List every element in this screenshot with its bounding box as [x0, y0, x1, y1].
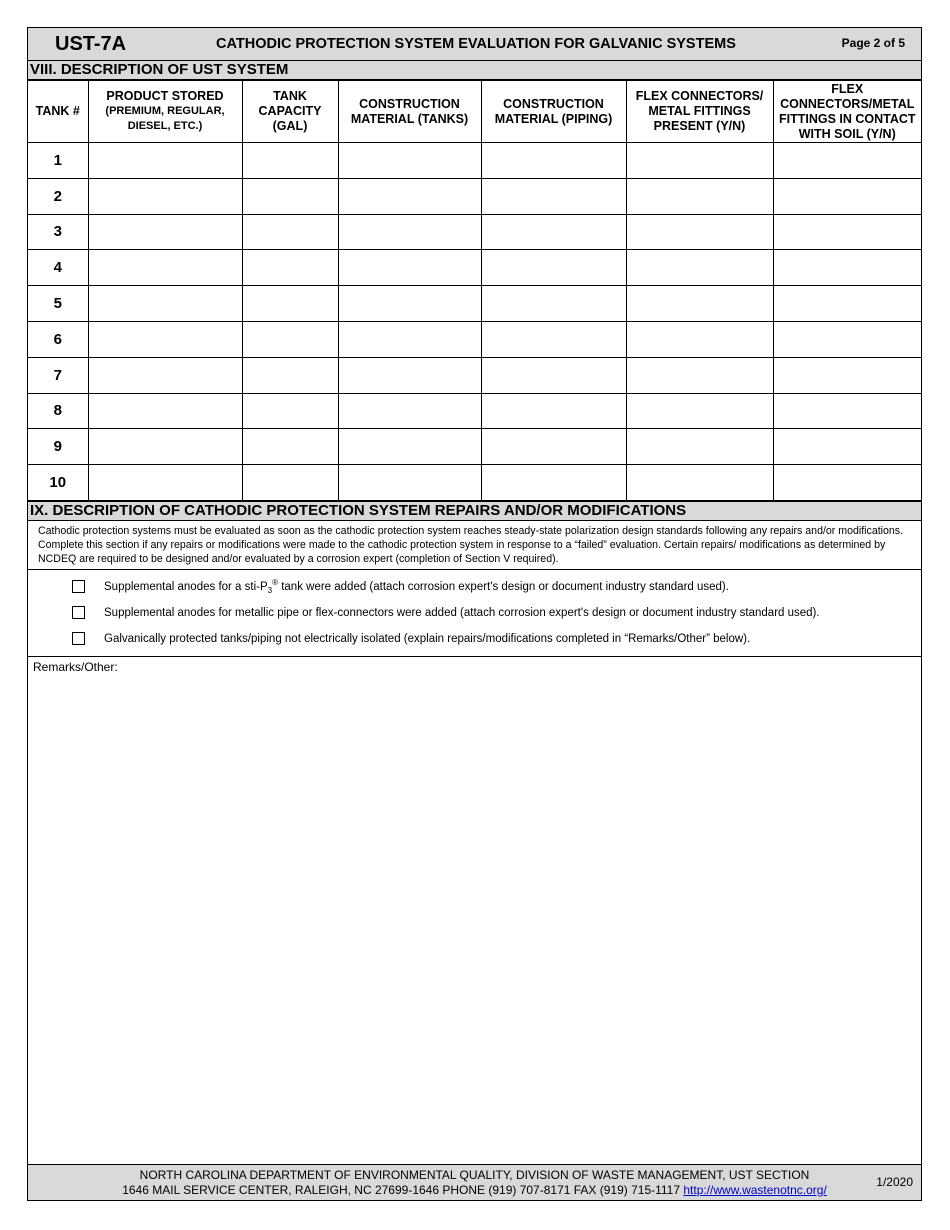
tank-number-cell: 5 [28, 286, 88, 322]
flex-soil-contact-cell[interactable] [773, 214, 921, 250]
pipe-anodes-label: Supplemental anodes for metallic pipe or flex-connectors were added (attach corrosion expert's design or document industry standard used). [104, 606, 820, 619]
pipe-anodes-checkbox[interactable] [72, 606, 85, 619]
flex-present-cell[interactable] [626, 178, 773, 214]
construction-piping-cell[interactable] [481, 429, 626, 465]
table-row [28, 465, 921, 501]
construction-tanks-cell[interactable] [338, 321, 481, 357]
construction-tanks-cell[interactable] [338, 429, 481, 465]
product-stored-cell[interactable] [88, 429, 242, 465]
col-construction-piping: CONSTRUCTION MATERIAL (PIPING) [481, 81, 626, 143]
flex-present-cell[interactable] [626, 250, 773, 286]
col-flex-soil-contact: FLEX CONNECTORS/METAL FITTINGS IN CONTACT WITH SOIL (Y/N) [773, 81, 921, 143]
tank-number-cell: 4 [28, 250, 88, 286]
product-stored-cell[interactable] [88, 250, 242, 286]
form-code: UST-7A [55, 33, 127, 55]
construction-piping-cell[interactable] [481, 286, 626, 322]
form-header [28, 28, 921, 61]
tank-number-cell: 6 [28, 321, 88, 357]
table-row [28, 214, 921, 250]
tank-capacity-cell[interactable] [242, 321, 338, 357]
flex-present-cell[interactable] [626, 465, 773, 501]
construction-piping-cell[interactable] [481, 357, 626, 393]
revision-date: 1/2020 [876, 1175, 913, 1189]
checklist-item-not-isolated [28, 626, 921, 652]
product-stored-cell[interactable] [88, 286, 242, 322]
sti-p3-anodes-label: Supplemental anodes for a sti-$P_3®$ tank were added (attach corrosion expert's design or document industry standard used). [104, 578, 729, 596]
form-page [27, 27, 922, 1201]
not-isolated-label: Galvanically protected tanks/piping not electrically isolated (explain repairs/modifications completed in “Remarks/Other” below). [104, 632, 751, 645]
tank-number-cell: 9 [28, 429, 88, 465]
footer-contact: 1646 MAIL SERVICE CENTER, RALEIGH, NC 27699-1646 PHONE (919) 707-8171 FAX (919) 715-1117 http://www.wastenotnc.org/ [122, 1183, 827, 1197]
col-tank-number: TANK # [28, 81, 88, 143]
section-8-heading: VIII. DESCRIPTION OF UST SYSTEM [28, 61, 921, 80]
flex-present-cell[interactable] [626, 143, 773, 179]
flex-present-cell[interactable] [626, 393, 773, 429]
tank-number-cell: 10 [28, 465, 88, 501]
flex-soil-contact-cell[interactable] [773, 465, 921, 501]
section-9-heading: IX. DESCRIPTION OF CATHODIC PROTECTION SYSTEM REPAIRS AND/OR MODIFICATIONS [28, 501, 921, 521]
not-isolated-checkbox[interactable] [72, 632, 85, 645]
flex-soil-contact-cell[interactable] [773, 143, 921, 179]
construction-tanks-cell[interactable] [338, 286, 481, 322]
table-header-row [28, 81, 921, 143]
flex-soil-contact-cell[interactable] [773, 357, 921, 393]
table-row [28, 178, 921, 214]
form-title: CATHODIC PROTECTION SYSTEM EVALUATION FOR GALVANIC SYSTEMS [216, 36, 736, 52]
form-footer [28, 1164, 921, 1200]
table-row [28, 429, 921, 465]
website-link[interactable]: http://www.wastenotnc.org/ [683, 1183, 827, 1197]
flex-soil-contact-cell[interactable] [773, 178, 921, 214]
remarks-field[interactable] [28, 657, 921, 1193]
footer-agency: NORTH CAROLINA DEPARTMENT OF ENVIRONMENTAL QUALITY, DIVISION OF WASTE MANAGEMENT, UST SECTION [139, 1168, 810, 1182]
checklist-item-pipe-anodes [28, 600, 921, 626]
flex-present-cell[interactable] [626, 286, 773, 322]
table-row [28, 357, 921, 393]
flex-soil-contact-cell[interactable] [773, 250, 921, 286]
checklist-item-sti-p3-anodes [28, 574, 921, 600]
tank-capacity-cell[interactable] [242, 214, 338, 250]
product-stored-cell[interactable] [88, 465, 242, 501]
tank-capacity-cell[interactable] [242, 178, 338, 214]
product-stored-cell[interactable] [88, 357, 242, 393]
table-row [28, 321, 921, 357]
repair-checklist [28, 570, 921, 657]
tank-capacity-cell[interactable] [242, 143, 338, 179]
col-construction-tanks: CONSTRUCTION MATERIAL (TANKS) [338, 81, 481, 143]
tank-number-cell: 7 [28, 357, 88, 393]
construction-tanks-cell[interactable] [338, 393, 481, 429]
flex-present-cell[interactable] [626, 214, 773, 250]
table-row [28, 143, 921, 179]
tank-number-cell: 2 [28, 178, 88, 214]
page-number: Page 2 of 5 [841, 36, 905, 50]
construction-piping-cell[interactable] [481, 250, 626, 286]
remarks-label: Remarks/Other: [33, 659, 118, 674]
construction-tanks-cell[interactable] [338, 357, 481, 393]
construction-tanks-cell[interactable] [338, 214, 481, 250]
construction-piping-cell[interactable] [481, 321, 626, 357]
product-stored-cell[interactable] [88, 393, 242, 429]
table-row [28, 250, 921, 286]
construction-piping-cell[interactable] [481, 393, 626, 429]
flex-soil-contact-cell[interactable] [773, 286, 921, 322]
product-stored-cell[interactable] [88, 178, 242, 214]
tank-capacity-cell[interactable] [242, 465, 338, 501]
tank-capacity-cell[interactable] [242, 250, 338, 286]
construction-tanks-cell[interactable] [338, 465, 481, 501]
col-product-stored: PRODUCT STORED (PREMIUM, REGULAR, DIESEL, ETC.) [88, 81, 242, 143]
tank-number-cell: 1 [28, 143, 88, 179]
tank-number-cell: 3 [28, 214, 88, 250]
flex-present-cell[interactable] [626, 321, 773, 357]
ust-system-table [28, 80, 921, 501]
sti-p3-anodes-checkbox[interactable] [72, 580, 85, 593]
construction-piping-cell[interactable] [481, 214, 626, 250]
construction-piping-cell[interactable] [481, 143, 626, 179]
construction-piping-cell[interactable] [481, 178, 626, 214]
product-stored-cell[interactable] [88, 214, 242, 250]
construction-tanks-cell[interactable] [338, 178, 481, 214]
product-stored-cell[interactable] [88, 321, 242, 357]
product-stored-cell[interactable] [88, 143, 242, 179]
construction-tanks-cell[interactable] [338, 250, 481, 286]
section-9-instructions: Cathodic protection systems must be evaluated as soon as the cathodic protection system reaches steady-state polarization design standards following any repairs and/or modifications. Complete this section if any repairs or modifications were made to the cathodic protection system in response to a “failed” evaluation. Certain repairs/ modifications as determined by NCDEQ are required to be designed and/or evaluated by a corrosion expert (completion of Section V required). [28, 521, 921, 570]
tank-capacity-cell[interactable] [242, 429, 338, 465]
tank-number-cell: 8 [28, 393, 88, 429]
flex-present-cell[interactable] [626, 429, 773, 465]
table-row [28, 393, 921, 429]
construction-piping-cell[interactable] [481, 465, 626, 501]
flex-soil-contact-cell[interactable] [773, 321, 921, 357]
tank-capacity-cell[interactable] [242, 286, 338, 322]
tank-capacity-cell[interactable] [242, 393, 338, 429]
table-row [28, 286, 921, 322]
construction-tanks-cell[interactable] [338, 143, 481, 179]
flex-soil-contact-cell[interactable] [773, 393, 921, 429]
col-tank-capacity: TANK CAPACITY (GAL) [242, 81, 338, 143]
tank-capacity-cell[interactable] [242, 357, 338, 393]
flex-present-cell[interactable] [626, 357, 773, 393]
col-flex-present: FLEX CONNECTORS/ METAL FITTINGS PRESENT (Y/N) [626, 81, 773, 143]
flex-soil-contact-cell[interactable] [773, 429, 921, 465]
